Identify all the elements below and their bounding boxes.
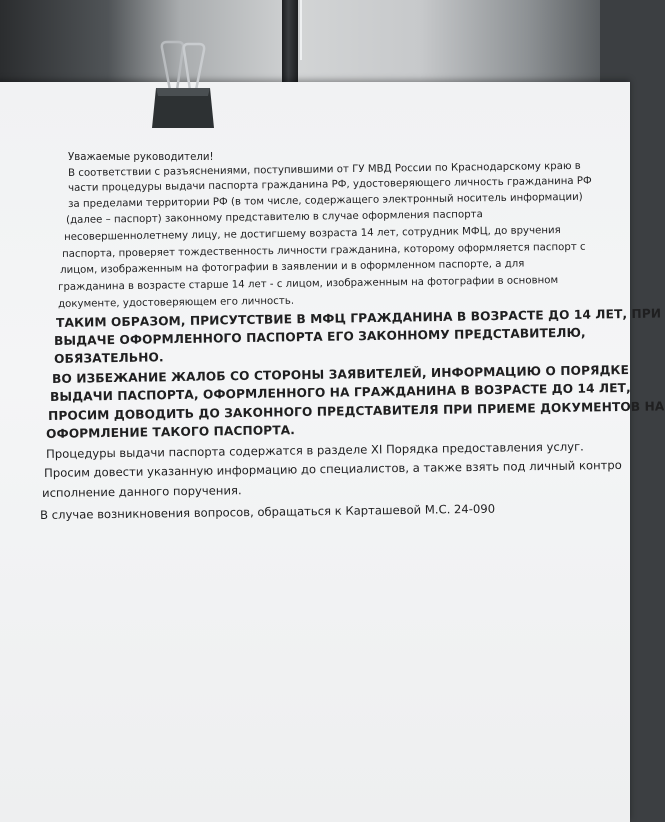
procedure-line: Процедуры выдачи паспорта содержатся в разделе XI Порядка предоставления услуг. <box>46 439 584 461</box>
contact-line: В случае возникновения вопросов, обращаться к Карташевой М.С. 24-090 <box>40 501 496 522</box>
paragraph-line: части процедуры выдачи паспорта гражданина РФ, удостоверяющего личность гражданина РФ <box>68 175 592 194</box>
emphasis-line: ВО ИЗБЕЖАНИЕ ЖАЛОБ СО СТОРОНЫ ЗАЯВИТЕЛЕЙ, ИНФОРМАЦИЮ О ПОРЯДКЕ <box>52 362 630 386</box>
greeting: Уважаемые руководители! <box>68 152 214 163</box>
emphasis-line: ОБЯЗАТЕЛЬНО. <box>54 350 164 366</box>
request-line: исполнение данного поручения. <box>42 483 242 500</box>
emphasis-line: ПРОСИМ ДОВОДИТЬ ДО ЗАКОННОГО ПРЕДСТАВИТЕЛЯ ПРИ ПРИЕМЕ ДОКУМЕНТОВ НА <box>48 399 665 423</box>
emphasis-line: ВЫДАЧЕ ОФОРМЛЕННОГО ПАСПОРТА ЕГО ЗАКОННОМУ ПРЕДСТАВИТЕЛЮ, <box>54 325 586 348</box>
paragraph-line: лицом, изображенным на фотографии в заявлении и в оформленном паспорте, а для <box>60 258 525 276</box>
paragraph-line: несовершеннолетнему лицу, не достигшему возраста 14 лет, сотрудник МФЦ, до вручения <box>64 225 561 243</box>
paragraph-line: (далее – паспорт) законному представителю в случае оформления паспорта <box>66 209 483 226</box>
paragraph-line: документе, удостоверяющем его личность. <box>58 295 295 310</box>
paragraph-line: за пределами территории РФ (в том числе, содержащего электронный носитель информации) <box>68 191 583 210</box>
request-line: Просим довести указанную информацию до специалистов, а также взять под личный контро <box>44 457 622 480</box>
paragraph-line: гражданина в возрасте старше 14 лет - с лицом, изображенным на фотографии в основном <box>58 275 559 293</box>
emphasis-line: ВЫДАЧИ ПАСПОРТА, ОФОРМЛЕННОГО НА ГРАЖДАНИНА В ВОЗРАСТЕ ДО 14 ЛЕТ, <box>50 380 631 404</box>
paragraph-line: паспорта, проверяет тождественность личности гражданина, которому оформляется паспорт с <box>62 241 586 260</box>
emphasis-line: ТАКИМ ОБРАЗОМ, ПРИСУТСТВИЕ В МФЦ ГРАЖДАНИНА В ВОЗРАСТЕ ДО 14 ЛЕТ, ПРИ <box>56 306 662 330</box>
paragraph-line: В соответствии с разъяснениями, поступившими от ГУ МВД России по Краснодарскому краю в <box>68 160 581 179</box>
emphasis-line: ОФОРМЛЕНИЕ ТАКОГО ПАСПОРТА. <box>46 423 296 441</box>
